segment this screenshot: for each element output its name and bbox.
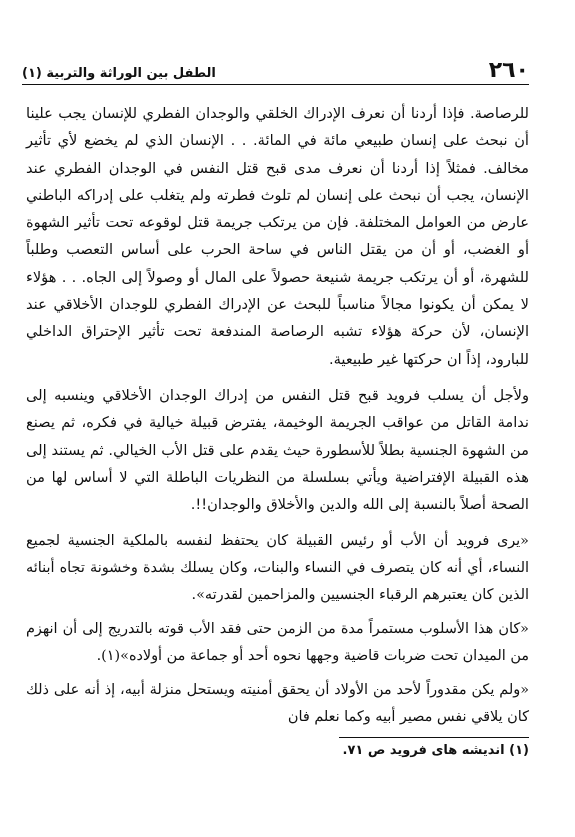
body-text	[26, 100, 529, 731]
footnote: (١) انديشه هاى فرويد ص ٧١.	[342, 743, 529, 758]
quotation: «يرى فرويد أن الأب أو رئيس القبيلة كان يحتفظ لنفسه بالملكية الجنسية لجميع النساء، أي أنه كان يتصرف في النساء والبنات، وكان يسلك بشدة وخشونة تجاه أبنائه الذين كان يعتبرهم الرقباء الجنسيين والمزاحمين لقدرته».	[26, 533, 529, 604]
paragraph: ولأجل أن يسلب فرويد قبح قتل النفس من إدراك الوجدان الأخلاقي وينسبه إلى ندامة القاتل من عواقب الجريمة الوخيمة، يفترض قبيلة خيالية في فكره، ثم يصنع من الشهوة الجنسية بطلاً للأسطورة حيث يقدم على قتل الأب الخيالي. ثم يستند إلى هذه القبيلة الإفتراضية ويأتي بسلسلة من النظريات الباطلة التي لا أساس لها من الصحة أصلاً بالنسبة إلى الله والدين والأخلاق والوجدان!!.	[26, 386, 529, 514]
running-title: الطفل بين الوراثة والتربية (١)	[22, 66, 216, 81]
footnote-separator	[339, 737, 529, 738]
page-header	[22, 52, 529, 82]
header-rule	[22, 84, 529, 85]
quotation: «ولم يكن مقدوراً لأحد من الأولاد أن يحقق أمنيته ويستحل منزلة أبيه، إذ أنه على ذلك كان يلاقي نفس مصير أبيه وكما نعلم فان	[26, 682, 529, 726]
page-number: ٢٦٠	[488, 58, 529, 83]
paragraph: للرصاصة. فإذا أردنا أن نعرف الإدراك الخلقي والوجدان الفطري للإنسان يجب علينا أن نبحث على إنسان طبيعي مائة في المائة. . . الإنسان الذي لم يخضع لأي تأثير مخالف. فمثلاً إذا أردنا أن نعرف مدى قبح قتل النفس في الوجدان الفطري عند الإنسان، يجب أن نبحث على إنسان لم تلوث فطرته ولم يتغلب على إدراكه الباطني عارض من العوامل المختلفة. فإن من يرتكب جريمة قتل لوقوعه تحت تأثير الشهوة أو الغضب، أو أن من يقتل الناس في ساحة الحرب على أساس التعصب وطلباً للشهرة، أو أن يرتكب جريمة شنيعة حصولاً على المال أو وصولاً إلى الجاه. . . هؤلاء لا يمكن أن يكونوا مجالاً مناسباً للبحث عن الإدراك الفطري للوجدان الأخلاقي عند الإنسان، لأن حركة هؤلاء تشبه الرصاصة المندفعة تحت تأثير الإحتراق الداخلي للبارود، إذاً ان حركتها غير طبيعية.	[26, 105, 529, 368]
quotation: «كان هذا الأسلوب مستمراً مدة من الزمن حتى فقد الأب قوته بالتدريج إلى أن انهزم من الميدان تحت ضربات قاضية وجهها نحوه أحد أو جماعة من أولاده»(١).	[26, 621, 529, 665]
